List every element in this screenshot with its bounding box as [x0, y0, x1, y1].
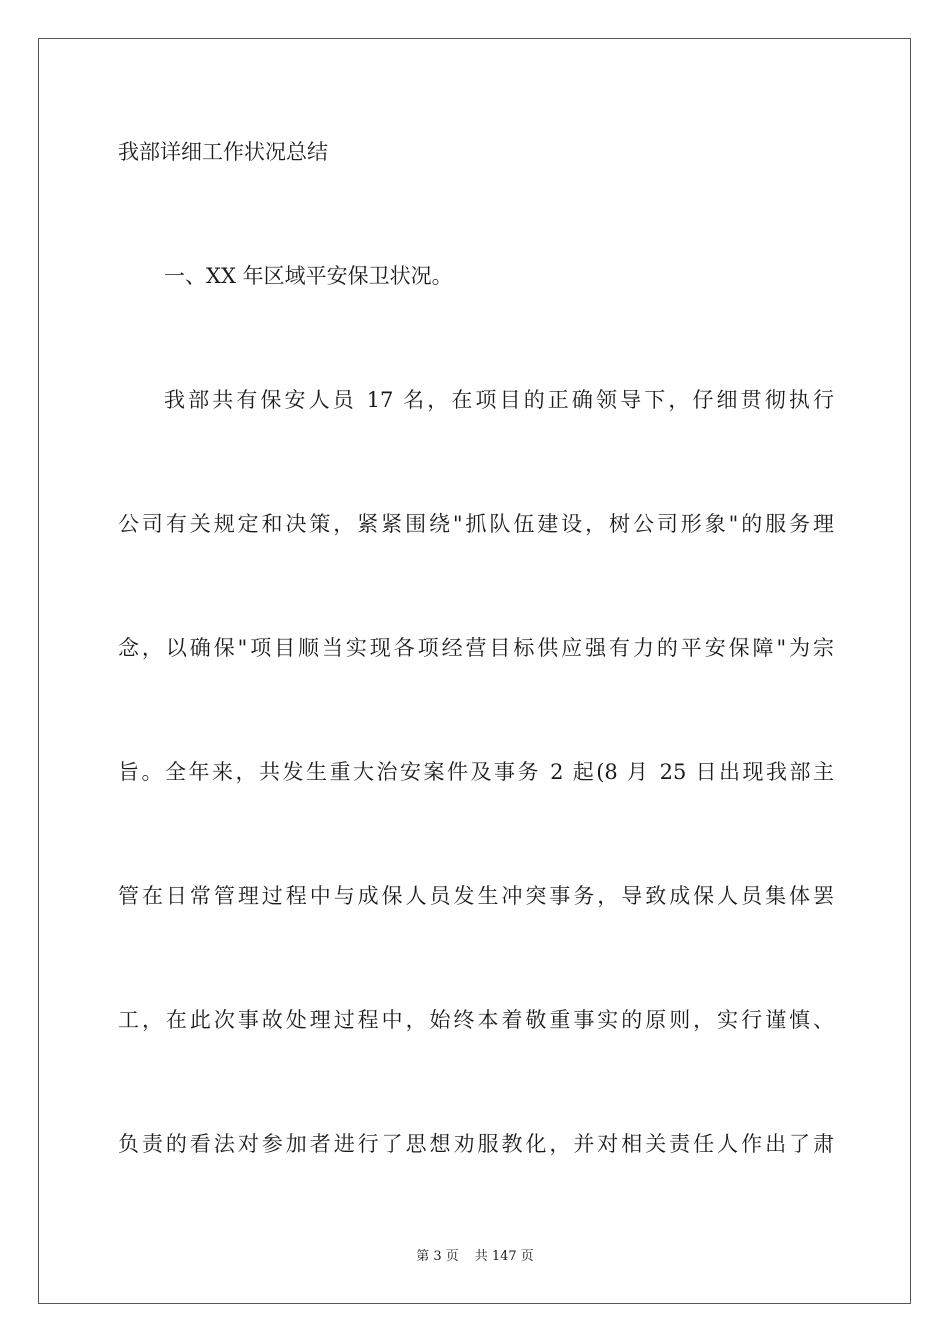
paragraph-line: 公司有关规定和决策，紧紧围绕"抓队伍建设，树公司形象"的服务理 — [118, 512, 834, 536]
paragraph-line: 我部共有保安人员 17 名，在项目的正确领导下，仔细贯彻执行 — [164, 388, 834, 412]
page-total: 共 147 页 — [474, 1249, 534, 1264]
paragraph-line: 念，以确保"项目顺当实现各项经营目标供应强有力的平安保障"为宗 — [118, 636, 834, 660]
page-border — [38, 38, 911, 1304]
paragraph-line: 工，在此次事故处理过程中，始终本着敬重事实的原则，实行谨慎、 — [118, 1008, 834, 1032]
section-heading: 一、XX 年区域平安保卫状况。 — [164, 264, 453, 288]
paragraph-line: 管在日常管理过程中与成保人员发生冲突事务，导致成保人员集体罢 — [118, 884, 834, 908]
paragraph-line: 旨。全年来，共发生重大治安案件及事务 2 起(8 月 25 日出现我部主 — [118, 760, 834, 784]
document-title: 我部详细工作状况总结 — [118, 140, 328, 164]
paragraph-line: 负责的看法对参加者进行了思想劝服教化，并对相关责任人作出了肃 — [118, 1132, 834, 1156]
page-number: 第 3 页 — [416, 1249, 459, 1264]
page-footer — [0, 1248, 950, 1266]
